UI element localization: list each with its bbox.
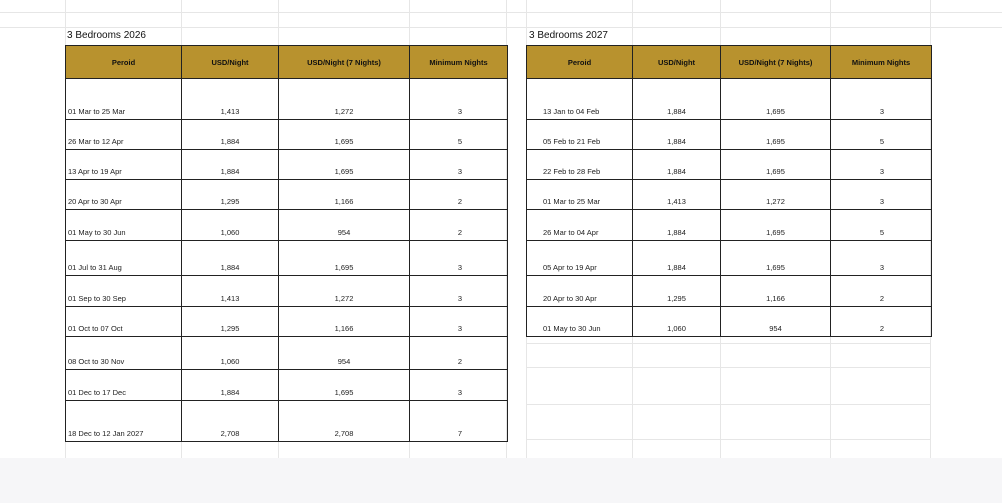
cell-usd-night: 2,708 (182, 401, 279, 442)
column-header-usd-night: USD/Night (633, 46, 721, 79)
cell-min-nights: 2 (831, 307, 932, 337)
cell-usd-night: 1,884 (182, 241, 279, 276)
column-header-min-nights: Minimum Nights (831, 46, 932, 79)
cell-usd-night-7: 1,166 (279, 307, 410, 337)
cell-usd-night-7: 1,695 (721, 241, 831, 276)
cell-period: 01 Mar to 25 Mar (527, 180, 633, 210)
column-header-period: Peroid (66, 46, 182, 79)
cell-period: 22 Feb to 28 Feb (527, 150, 633, 180)
cell-min-nights: 3 (410, 276, 508, 307)
column-header-period: Peroid (527, 46, 633, 79)
cell-usd-night: 1,295 (182, 180, 279, 210)
cell-min-nights: 5 (831, 210, 932, 241)
cell-usd-night: 1,295 (633, 276, 721, 307)
cell-min-nights: 3 (831, 180, 932, 210)
table-header-row (66, 46, 508, 79)
cell-min-nights: 3 (410, 79, 508, 120)
cell-period: 20 Apr to 30 Apr (527, 276, 633, 307)
column-header-usd-night-7: USD/Night (7 Nights) (279, 46, 410, 79)
cell-min-nights: 5 (410, 120, 508, 150)
table-row (66, 401, 508, 442)
cell-min-nights: 3 (410, 370, 508, 401)
cell-usd-night-7: 1,695 (279, 370, 410, 401)
table-row (527, 276, 932, 307)
cell-usd-night: 1,060 (182, 337, 279, 370)
cell-min-nights: 3 (410, 241, 508, 276)
cell-usd-night: 1,884 (633, 120, 721, 150)
cell-min-nights: 3 (831, 241, 932, 276)
gridline (526, 367, 931, 368)
cell-usd-night-7: 1,695 (721, 79, 831, 120)
table-row (527, 307, 932, 337)
cell-min-nights: 3 (410, 307, 508, 337)
cell-usd-night-7: 1,695 (279, 150, 410, 180)
cell-min-nights: 7 (410, 401, 508, 442)
cell-min-nights: 2 (410, 210, 508, 241)
cell-usd-night-7: 1,272 (721, 180, 831, 210)
rates-table-2026 (65, 45, 508, 442)
cell-min-nights: 2 (410, 180, 508, 210)
table-title-2026: 3 Bedrooms 2026 (67, 30, 146, 41)
cell-min-nights: 3 (831, 79, 932, 120)
cell-usd-night-7: 1,272 (279, 276, 410, 307)
table-row (66, 307, 508, 337)
column-header-usd-night-7: USD/Night (7 Nights) (721, 46, 831, 79)
table-row (66, 370, 508, 401)
cell-usd-night: 1,884 (182, 120, 279, 150)
table-row (66, 337, 508, 370)
table-row (66, 210, 508, 241)
gridline (526, 439, 931, 440)
cell-period: 01 Dec to 17 Dec (66, 370, 182, 401)
table-row (527, 210, 932, 241)
cell-usd-night: 1,413 (182, 79, 279, 120)
cell-period: 18 Dec to 12 Jan 2027 (66, 401, 182, 442)
table-row (66, 120, 508, 150)
cell-usd-night: 1,413 (182, 276, 279, 307)
cell-usd-night-7: 1,695 (279, 120, 410, 150)
table-row (66, 180, 508, 210)
cell-usd-night: 1,884 (633, 210, 721, 241)
cell-usd-night-7: 1,695 (721, 120, 831, 150)
table-row (527, 120, 932, 150)
cell-usd-night-7: 954 (279, 337, 410, 370)
cell-period: 05 Apr to 19 Apr (527, 241, 633, 276)
cell-usd-night: 1,884 (633, 150, 721, 180)
cell-usd-night-7: 1,166 (721, 276, 831, 307)
gridline (526, 343, 931, 344)
cell-period: 01 Mar to 25 Mar (66, 79, 182, 120)
table-row (527, 150, 932, 180)
table-row (66, 276, 508, 307)
cell-period: 01 May to 30 Jun (66, 210, 182, 241)
table-row (66, 79, 508, 120)
cell-usd-night-7: 1,695 (279, 241, 410, 276)
table-title-2027: 3 Bedrooms 2027 (529, 30, 608, 41)
column-header-usd-night: USD/Night (182, 46, 279, 79)
cell-period: 01 May to 30 Jun (527, 307, 633, 337)
cell-usd-night-7: 2,708 (279, 401, 410, 442)
cell-min-nights: 3 (831, 150, 932, 180)
cell-min-nights: 5 (831, 120, 932, 150)
cell-period: 13 Apr to 19 Apr (66, 150, 182, 180)
cell-period: 01 Jul to 31 Aug (66, 241, 182, 276)
cell-period: 01 Sep to 30 Sep (66, 276, 182, 307)
cell-min-nights: 3 (410, 150, 508, 180)
cell-period: 13 Jan to 04 Feb (527, 79, 633, 120)
table-row (66, 150, 508, 180)
table-row (527, 241, 932, 276)
cell-usd-night-7: 954 (279, 210, 410, 241)
cell-period: 01 Oct to 07 Oct (66, 307, 182, 337)
cell-period: 05 Feb to 21 Feb (527, 120, 633, 150)
gridline (0, 27, 1002, 28)
cell-usd-night-7: 954 (721, 307, 831, 337)
cell-min-nights: 2 (831, 276, 932, 307)
cell-period: 26 Mar to 04 Apr (527, 210, 633, 241)
table-row (66, 241, 508, 276)
cell-usd-night: 1,884 (182, 370, 279, 401)
gridline (0, 12, 1002, 13)
cell-usd-night-7: 1,166 (279, 180, 410, 210)
cell-usd-night: 1,884 (182, 150, 279, 180)
cell-period: 08 Oct to 30 Nov (66, 337, 182, 370)
gridline (526, 404, 931, 405)
cell-min-nights: 2 (410, 337, 508, 370)
table-row (527, 79, 932, 120)
cell-period: 20 Apr to 30 Apr (66, 180, 182, 210)
cell-usd-night-7: 1,695 (721, 210, 831, 241)
cell-period: 26 Mar to 12 Apr (66, 120, 182, 150)
cell-usd-night: 1,060 (182, 210, 279, 241)
cell-usd-night: 1,884 (633, 79, 721, 120)
cell-usd-night: 1,884 (633, 241, 721, 276)
cell-usd-night: 1,060 (633, 307, 721, 337)
column-header-min-nights: Minimum Nights (410, 46, 508, 79)
cell-usd-night: 1,295 (182, 307, 279, 337)
cell-usd-night-7: 1,695 (721, 150, 831, 180)
rates-table-2027 (526, 45, 932, 337)
table-row (527, 180, 932, 210)
cell-usd-night: 1,413 (633, 180, 721, 210)
cell-usd-night-7: 1,272 (279, 79, 410, 120)
table-header-row (527, 46, 932, 79)
